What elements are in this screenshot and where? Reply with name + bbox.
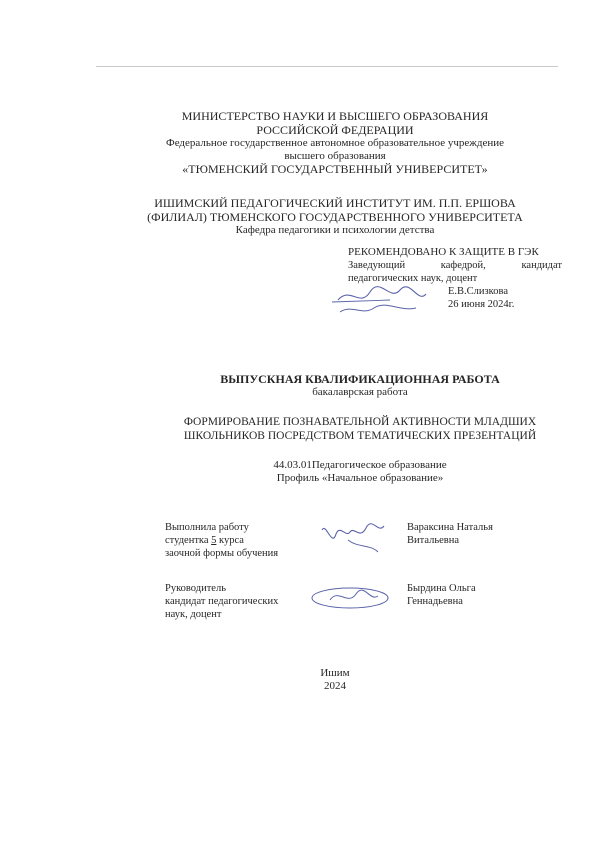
specialty-block (150, 459, 570, 485)
institute-line-2: (ФИЛИАЛ) ТЮМЕНСКОГО ГОСУДАРСТВЕННОГО УНИВЕРСИТЕТА (147, 210, 523, 224)
supervisor-label (165, 582, 315, 621)
specialty-profile: Профиль «Начальное образование» (276, 472, 444, 484)
approval-head-name: Е.В.Слизкова (448, 286, 508, 297)
institution-line-1: Федеральное государственное автономное образовательное учреждение (166, 137, 504, 149)
specialty-code: 44.03.01Педагогическое образование (273, 459, 447, 471)
ministry-line-1: МИНИСТЕРСТВО НАУКИ И ВЫСШЕГО ОБРАЗОВАНИЯ (181, 109, 489, 123)
footer (88, 667, 582, 693)
student-label-line-2 (165, 534, 315, 547)
ministry-line-2: РОССИЙСКОЙ ФЕДЕРАЦИИ (256, 122, 414, 137)
department-name: Кафедра педагогики и психологии детства (235, 224, 435, 236)
university-name: «ТЮМЕНСКИЙ ГОСУДАРСТВЕННЫЙ УНИВЕРСИТЕТ» (182, 162, 488, 176)
work-topic (150, 415, 570, 443)
student-label-suffix: курса (216, 535, 244, 546)
student-label-line-3: заочной формы обучения (165, 548, 279, 559)
student-label-line-1: Выполнила работу (165, 522, 249, 533)
student-signature (318, 518, 390, 558)
work-title: ВЫПУСКНАЯ КВАЛИФИКАЦИОННАЯ РАБОТА (220, 372, 500, 386)
footer-year: 2024 (324, 680, 346, 692)
student-label (165, 521, 315, 560)
work-type: бакалаврская работа (312, 386, 408, 398)
student-name-line-2: Витальевна (407, 535, 460, 546)
head-signature (330, 278, 430, 318)
work-topic-line-1: ФОРМИРОВАНИЕ ПОЗНАВАТЕЛЬНОЙ АКТИВНОСТИ МЛАДШИХ (183, 416, 537, 428)
student-name (407, 521, 567, 547)
approval-date: 26 июня 2024г. (448, 299, 515, 310)
supervisor-label-line-2: кандидат педагогических (165, 596, 279, 607)
approval-role-line-1: Заведующий кафедрой, кандидат (348, 260, 562, 271)
scan-edge-line (96, 66, 558, 67)
student-label-prefix: студентка (165, 535, 212, 546)
supervisor-label-line-1: Руководитель (165, 583, 226, 594)
work-block (150, 372, 570, 485)
footer-city: Ишим (320, 667, 350, 679)
student-name-line-1: Вараксина Наталья (407, 522, 493, 533)
supervisor-label-line-3: наук, доцент (165, 609, 222, 620)
student-course-number: 5 (211, 535, 217, 546)
approval-role-line-2: педагогических наук, доцент (348, 273, 478, 284)
supervisor-name-line-1: Бырдина Ольга (407, 583, 476, 594)
supervisor-name (407, 582, 567, 608)
institute-line-1: ИШИМСКИЙ ПЕДАГОГИЧЕСКИЙ ИНСТИТУТ ИМ. П.П. ЕРШОВА (154, 196, 516, 210)
supervisor-name-line-2: Геннадьевна (407, 596, 463, 607)
ministry-header (88, 110, 582, 177)
work-topic-line-2: ШКОЛЬНИКОВ ПОСРЕДСТВОМ ТЕМАТИЧЕСКИХ ПРЕЗЕНТАЦИЙ (183, 430, 537, 442)
institution-line-2: высшего образования (284, 150, 386, 162)
approval-title: РЕКОМЕНДОВАНО К ЗАЩИТЕ В ГЭК (348, 246, 539, 258)
supervisor-signature (308, 584, 394, 612)
institute-header (88, 196, 582, 237)
